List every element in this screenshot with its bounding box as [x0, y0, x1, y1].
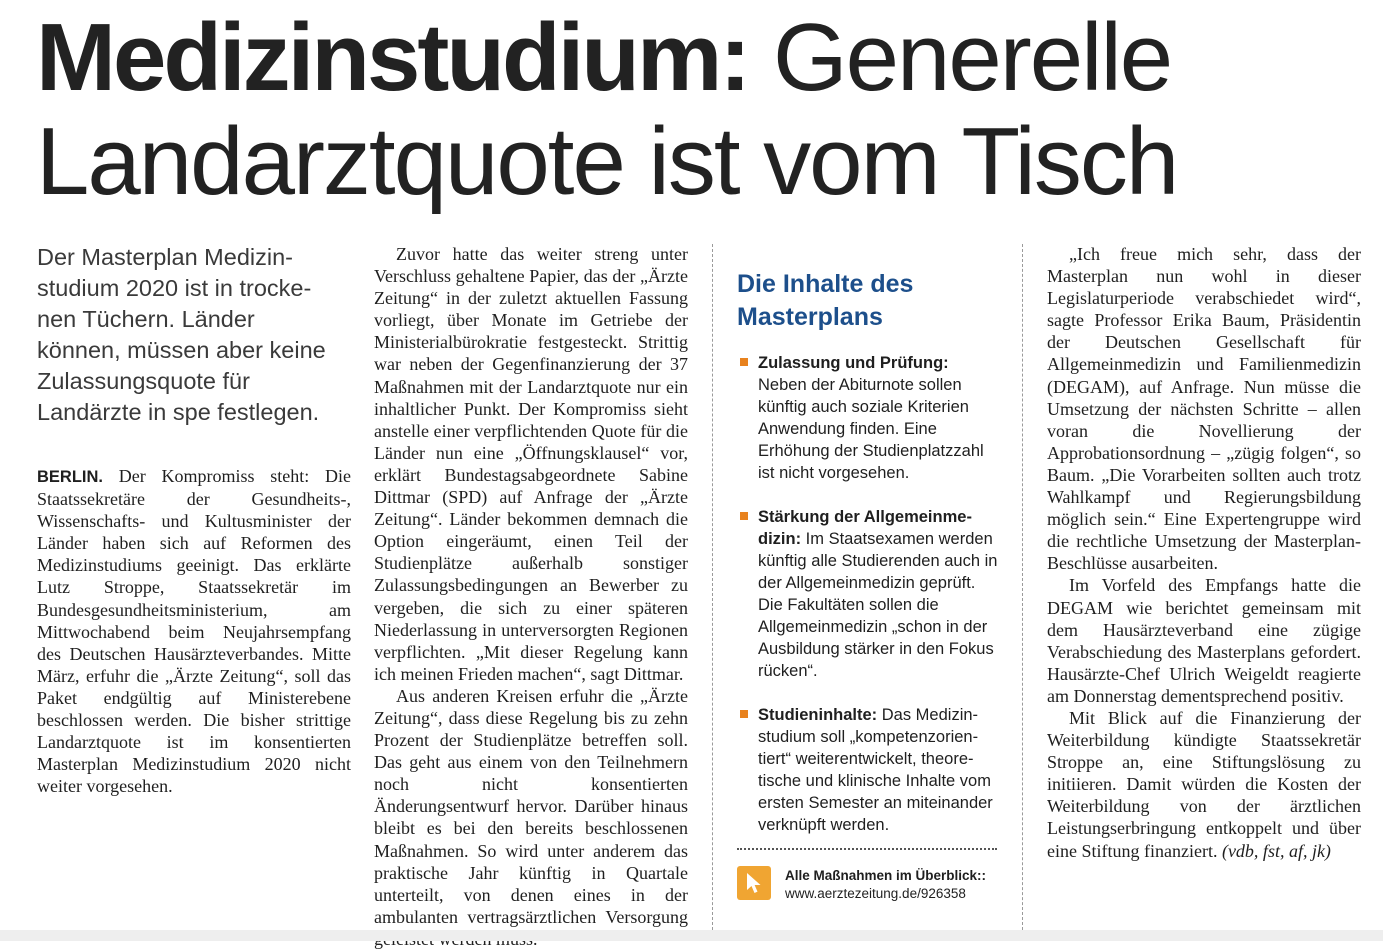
web-link[interactable]	[737, 864, 999, 904]
link-text	[785, 867, 986, 903]
headline	[36, 6, 1366, 214]
info-box-item	[737, 352, 999, 484]
headline-line1-rest: Generelle	[748, 4, 1172, 111]
article-column-4	[1047, 243, 1361, 862]
author-signature: (vdb, fst, af, jk)	[1221, 840, 1331, 861]
article-text: Der Kompromiss steht: Die Staatssekretäre der Gesundheits-, Wissenschafts- und Kultusminister der Länder haben sich auf Reformen des Medizinstudiums geeinigt. Das erklärte Lutz Stroppe, Staatssekretär im Bundesgesundheitsministerium, am Mittwochabend beim Neujahrsempfang des Deutschen Hausärzteverbandes. Mitte März, erfuhr die „Ärzte Zeitung“, soll das Paket endgültig auf Ministerebene beschlossen werden. Die bisher strittige Landarztquote ist im konsentierten Masterplan Medizinstudium 2020 nicht weiter vorgesehen.	[37, 466, 352, 797]
info-item-label: Studieninhalte:	[758, 706, 878, 724]
column-divider	[712, 244, 713, 930]
info-box	[737, 268, 999, 904]
article-paragraph-3: Aus anderen Kreisen erfuhr die „Ärzte Zeitung“, dass diese Regelung bis zu zehn Prozent der Studienplätze betreffen soll. Das geht aus einem von den Teilnehmern noch nicht konsentierten Änderungsentwurf hervor. Darüber hinaus bleibt es bei den bereits beschlossenen Maßnahmen. So wird unter anderem das praktische Jahr künftig in Quartale unterteilt, von denen eines in der ambulanten vertragsärztlichen Versorgung	[374, 685, 688, 927]
bullet-square-icon	[740, 512, 748, 520]
info-box-item	[737, 506, 999, 682]
link-title: Alle Maßnahmen im Überblick::	[785, 868, 987, 883]
article-paragraph-4: „Ich freue mich sehr, dass der Masterplan nun wohl in dieser Legislaturperiode verabschiedet wird“, sagte Professor Erika Baum, Präsidentin der Deutschen Gesellschaft für Allgemeinmedizin und Familienmedizin (DEGAM), auf Anfrage. Nun müsse die Umsetzung der nächsten Schritte – allen voran die Novellierung der Approbationsordnung – „zügig folgen“, so Baum. „Die Vorarbeiten sollten auch trotz Wahlkampf und Regierungsbildung möglich sein.“ Eine Expertengruppe wird die rechtliche Umsetzung der Masterplan-Beschlüsse ausarbeiten.	[1047, 244, 1361, 574]
info-box-title: Die Inhalte des Masterplans	[737, 270, 914, 331]
info-item-text: Im Staatsexamen werden künftig alle Studierenden auch in der Allgemeinmedizin geprüft. Die Fakultäten sollen die Allgemeinmedizin „schon in der Ausbildung stärker in den Fokus rücken“.	[758, 530, 998, 680]
info-item-label: Zulassung und Prüfung:	[758, 354, 949, 372]
article-text: Zuvor hatte das weiter streng unter Verschluss gehaltene Papier, das der „Ärzte Zeitung“ in der zuletzt aktuellen Fassung vorliegt, über Monate im Getriebe der Ministerialbürokratie festgesteckt. Strittig war neben der Gegenfinanzierung der 37 Maßnahmen mit der Landarztquote nur ein inhaltlicher Punkt. Der Kompromiss sieht anstelle einer verpflichtenden Quote für die Länder nun eine „Öffnungsklausel“ vor, erklärt Bundestagsabgeordnete Sabine Dittmar (SPD) auf Anfrage der „Ärzte Zeitung“. Länder bekommen demnach die Option eingeräumt, einen Teil der Studienplätze außerhalb sonstiger Zulassungsbedingungen an Bewerber zu vergeben, die sich zu einer späteren Niederlassung in unterversorgten Regionen verpflichten. „Mit dieser Regelung kann ich meinen Frieden machen“, sagt Dittmar.	[374, 244, 688, 684]
bullet-square-icon	[740, 710, 748, 718]
article-text: Mit Blick auf die Finanzierung der Weiterbildung kündigte Staatssekretär Stroppe an, eine Stiftungslösung zu initiieren. Damit würden die Kosten der Weiterbildung von der ärztlichen Leistungserbringung entkoppelt und über eine Stiftung finanziert.	[1047, 707, 1361, 861]
dateline: BERLIN.	[37, 468, 103, 486]
cursor-arrow-icon	[737, 866, 771, 900]
column-divider	[1022, 244, 1023, 930]
headline-bold: Medizinstudium:	[36, 4, 749, 111]
headline-line2: Landarztquote ist vom Tisch	[36, 108, 1178, 215]
article-column-1	[37, 465, 351, 797]
page-bottom-band	[0, 930, 1383, 941]
link-url[interactable]: www.aerztezeitung.de/926358	[785, 886, 966, 901]
lead-paragraph: Der Masterplan Medizinstudium 2020 ist in trockenen Tüchern. Länder können, müssen aber keine Zulassungsquote für Landärzte in spe festlegen.	[37, 244, 326, 425]
bullet-square-icon	[740, 358, 748, 366]
article-paragraph-6	[1047, 707, 1361, 862]
dotted-separator	[737, 848, 997, 850]
article-paragraph-5: Im Vorfeld des Empfangs hatte die DEGAM wie berichtet gemeinsam mit dem Hausärzteverband eine zügige Verabschiedung des Masterplans gefordert. Hausärzte-Chef Ulrich Weigeldt reagierte am Donnerstag dementsprechend positiv.	[1047, 575, 1361, 706]
article-column-2	[374, 243, 688, 950]
info-box-item	[737, 704, 999, 836]
article-paragraph-1	[37, 465, 351, 797]
info-item-text: Das Medizinstudium soll „kompetenzorientiert“ weiterentwickelt, theoretische und klinische Inhalte vom ersten Semester an miteinander verknüpft werden.	[758, 706, 993, 834]
info-item-label: Stärkung der Allgemeinmedizin:	[758, 508, 972, 548]
article-paragraph-2	[374, 243, 688, 685]
info-item-text: Neben der Abiturnote sollen künftig auch soziale Kriterien Anwendung finden. Eine Erhöhung der Studienplatzzahl ist nicht vorgesehen.	[758, 376, 984, 482]
